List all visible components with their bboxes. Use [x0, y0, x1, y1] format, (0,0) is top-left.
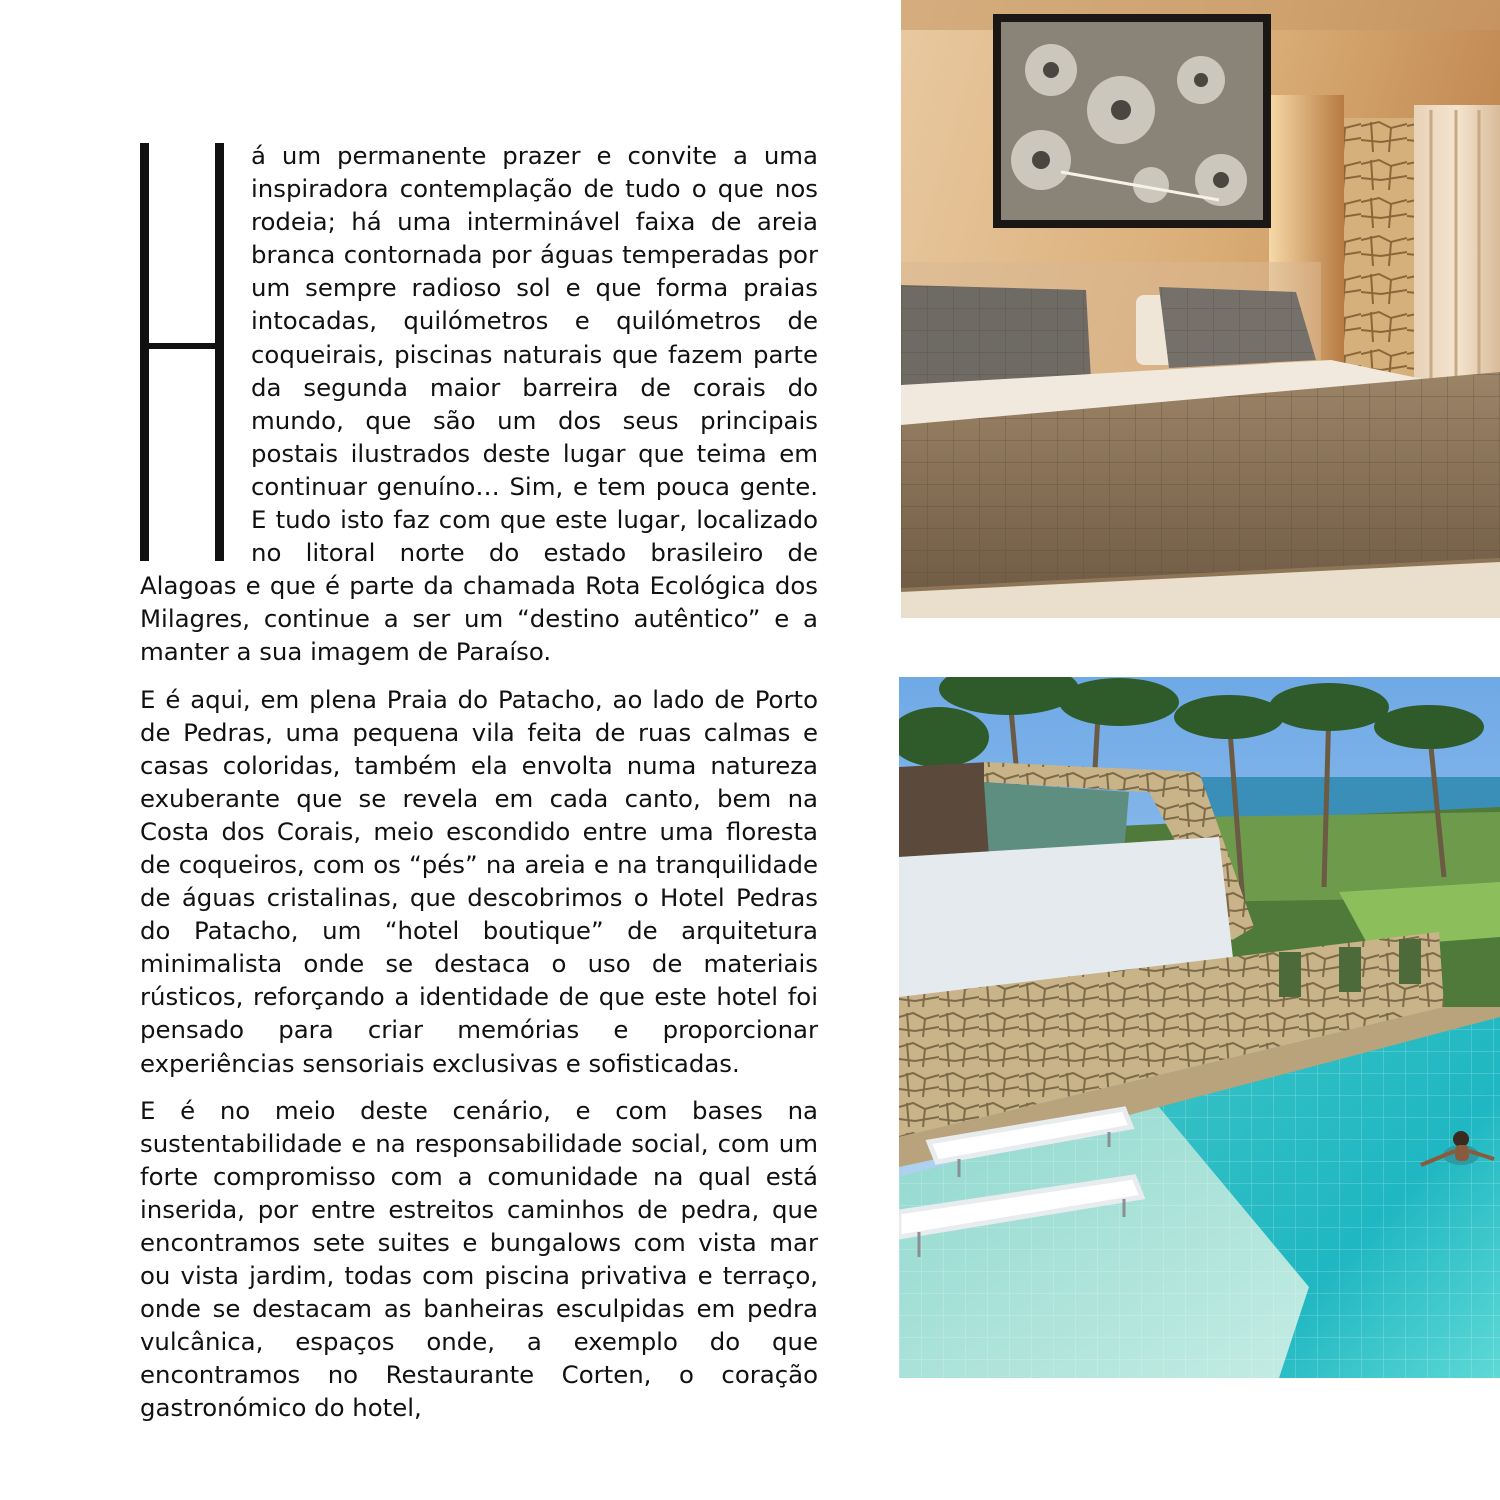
dropcap-h-glyph [140, 143, 228, 561]
article-body [140, 139, 818, 1439]
dropcap-letter-h [140, 143, 228, 561]
bedroom-photo [901, 0, 1500, 618]
article-paragraph-1: á um permanente prazer e convite a uma inspiradora contemplação de tudo o que nos rodeia; há uma interminável faixa de areia branca contornada por águas temperadas por um sempre radioso sol e que forma praias intocadas, quilómetros e quilómetros de coqueirais, piscinas naturais que fazem parte da segunda maior barreira de corais do mundo, que são um dos seus principais postais ilustrados deste lugar que teima em continuar genuíno… Sim, e tem pouca gente. E tudo isto faz com que este lugar, localizado no litoral norte do estado brasileiro de Alagoas e que é parte da chamada Rota Ecológica dos Milagres, continue a ser um “destino autêntico” e a manter a sua imagem de Paraíso. [140, 141, 818, 667]
article-paragraph-2: E é aqui, em plena Praia do Patacho, ao lado de Porto de Pedras, uma pequena vila feita de ruas calmas e casas coloridas, também ela envolta numa natureza exuberante que se revela em cada canto, bem na Costa dos Corais, meio escondido entre uma floresta de coqueiros, com os “pés” na areia e na tranquilidade de águas cristalinas, que descobrimos o Hotel Pedras do Patacho, um “hotel boutique” de arquitetura minimalista onde se destaca o uso de materiais rústicos, reforçando a identidade de que este hotel foi pensado para criar memórias e proporcionar experiências sensoriais exclusivas e sofisticadas. [140, 684, 818, 1078]
pool-photo [899, 677, 1500, 1378]
article-paragraph-3: E é no meio deste cenário, e com bases na sustentabilidade e na responsabilidade social, com um forte compromisso com a comunidade na qual está inserida, por entre estreitos caminhos de pedra, que encontramos sete suites e bungalows com vista mar ou vista jardim, todas com piscina privativa e terraço, onde se destacam as banheiras esculpidas em pedra vulcânica, espaços onde, a exemplo do que encontramos no Restaurante Corten, o coração gastronómico do hotel, [140, 1095, 818, 1423]
